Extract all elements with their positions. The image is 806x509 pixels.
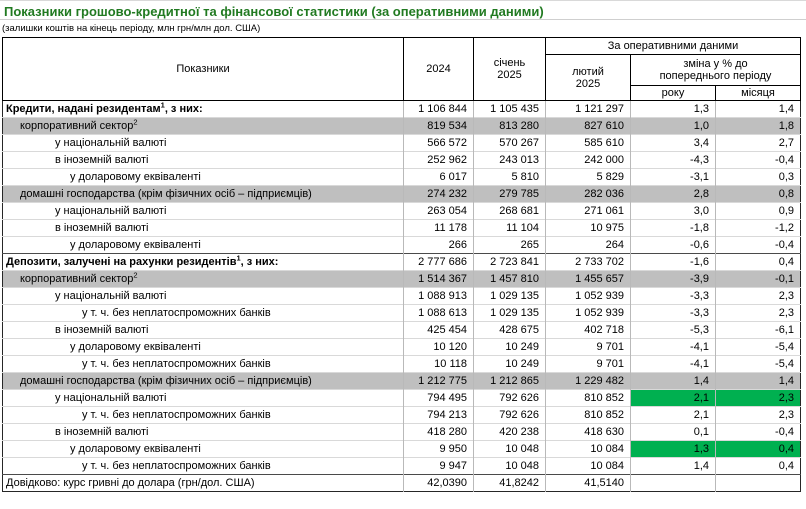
- table-row: [3, 458, 801, 475]
- value-cell: 1 088 613: [404, 305, 474, 322]
- value-cell: 268 681: [474, 203, 546, 220]
- value-cell: 252 962: [404, 152, 474, 169]
- value-cell: 1 088 913: [404, 288, 474, 305]
- value-cell: 418 630: [546, 424, 631, 441]
- value-cell: -0,6: [631, 237, 716, 254]
- value-cell: 41,8242: [474, 475, 546, 492]
- value-cell: 0,8: [716, 186, 801, 203]
- col-header-year: року: [631, 86, 716, 101]
- value-cell: 1,0: [631, 118, 716, 135]
- value-cell: -5,4: [716, 339, 801, 356]
- col-header-indicators: Показники: [3, 38, 404, 101]
- row-label: в іноземній валюті: [3, 322, 404, 339]
- table-row: [3, 305, 801, 322]
- value-cell: 810 852: [546, 390, 631, 407]
- value-cell: 2,7: [716, 135, 801, 152]
- page-subtitle: (залишки коштів на кінець періоду, млн грн/млн дол. США): [2, 23, 261, 34]
- value-cell: 585 610: [546, 135, 631, 152]
- value-cell: 2,3: [716, 305, 801, 322]
- value-cell: 10 118: [404, 356, 474, 373]
- table-row: [3, 101, 801, 118]
- value-cell: -4,3: [631, 152, 716, 169]
- value-cell: 1,4: [716, 373, 801, 390]
- value-cell: 6 017: [404, 169, 474, 186]
- value-cell: -1,8: [631, 220, 716, 237]
- value-cell: 2 723 841: [474, 254, 546, 271]
- col-group-change-percent: зміна у % до попереднього періоду: [631, 55, 801, 86]
- row-label: корпоративний сектор$^2$: [3, 271, 404, 288]
- row-label: у т. ч. без неплатоспроможних банків: [3, 407, 404, 424]
- value-cell: 2,3: [716, 390, 801, 407]
- table-row: [3, 356, 801, 373]
- value-cell: 10 048: [474, 458, 546, 475]
- value-cell: 0,4: [716, 441, 801, 458]
- table-row: [3, 475, 801, 492]
- value-cell: 425 454: [404, 322, 474, 339]
- row-label: Кредити, надані резидентам$^1$, з них:: [3, 101, 404, 118]
- row-label: в іноземній валюті: [3, 424, 404, 441]
- value-cell: 2,8: [631, 186, 716, 203]
- value-cell: 9 701: [546, 356, 631, 373]
- value-cell: 420 238: [474, 424, 546, 441]
- row-label: у національній валюті: [3, 135, 404, 152]
- value-cell: -4,1: [631, 339, 716, 356]
- value-cell: 2 777 686: [404, 254, 474, 271]
- value-cell: 265: [474, 237, 546, 254]
- value-cell: 9 950: [404, 441, 474, 458]
- value-cell: -5,4: [716, 356, 801, 373]
- value-cell: [716, 475, 801, 492]
- value-cell: 264: [546, 237, 631, 254]
- value-cell: -3,3: [631, 305, 716, 322]
- table-row: [3, 152, 801, 169]
- row-label: у національній валюті: [3, 390, 404, 407]
- value-cell: 1 121 297: [546, 101, 631, 118]
- value-cell: 1 514 367: [404, 271, 474, 288]
- table-row: [3, 407, 801, 424]
- value-cell: 274 232: [404, 186, 474, 203]
- value-cell: 10 120: [404, 339, 474, 356]
- value-cell: 810 852: [546, 407, 631, 424]
- value-cell: 1 105 435: [474, 101, 546, 118]
- value-cell: [631, 475, 716, 492]
- table-row: [3, 220, 801, 237]
- value-cell: 792 626: [474, 390, 546, 407]
- value-cell: 1,4: [716, 101, 801, 118]
- col-header-month: місяця: [716, 86, 801, 101]
- row-label: Депозити, залучені на рахунки резидентів$^1$, з них:: [3, 254, 404, 271]
- row-label: Довідково: курс гривні до долара (грн/дол. США): [3, 475, 404, 492]
- table-row: [3, 424, 801, 441]
- value-cell: 0,9: [716, 203, 801, 220]
- table-row: [3, 373, 801, 390]
- value-cell: -6,1: [716, 322, 801, 339]
- value-cell: -0,1: [716, 271, 801, 288]
- value-cell: 2,3: [716, 407, 801, 424]
- value-cell: 10 048: [474, 441, 546, 458]
- value-cell: 42,0390: [404, 475, 474, 492]
- value-cell: 570 267: [474, 135, 546, 152]
- value-cell: 1 052 939: [546, 305, 631, 322]
- row-label: у доларовому еквіваленті: [3, 339, 404, 356]
- row-label: у т. ч. без неплатоспроможних банків: [3, 458, 404, 475]
- value-cell: 282 036: [546, 186, 631, 203]
- value-cell: 2,3: [716, 288, 801, 305]
- value-cell: 1,4: [631, 458, 716, 475]
- value-cell: 827 610: [546, 118, 631, 135]
- value-cell: 2 733 702: [546, 254, 631, 271]
- col-header-jan-2025: січень 2025: [474, 38, 546, 101]
- value-cell: 402 718: [546, 322, 631, 339]
- value-cell: 1,4: [631, 373, 716, 390]
- table-row: [3, 339, 801, 356]
- value-cell: 792 626: [474, 407, 546, 424]
- table-row: [3, 322, 801, 339]
- table-row: [3, 169, 801, 186]
- row-label: у національній валюті: [3, 203, 404, 220]
- row-label: у доларовому еквіваленті: [3, 169, 404, 186]
- value-cell: 10 975: [546, 220, 631, 237]
- value-cell: 819 534: [404, 118, 474, 135]
- value-cell: 1,3: [631, 441, 716, 458]
- value-cell: 0,1: [631, 424, 716, 441]
- value-cell: 794 213: [404, 407, 474, 424]
- value-cell: 1 029 135: [474, 305, 546, 322]
- value-cell: 3,4: [631, 135, 716, 152]
- value-cell: -1,6: [631, 254, 716, 271]
- value-cell: 10 084: [546, 458, 631, 475]
- value-cell: 10 249: [474, 356, 546, 373]
- value-cell: -5,3: [631, 322, 716, 339]
- value-cell: 2,1: [631, 390, 716, 407]
- row-label: в іноземній валюті: [3, 220, 404, 237]
- value-cell: -3,9: [631, 271, 716, 288]
- value-cell: 9 947: [404, 458, 474, 475]
- value-cell: 813 280: [474, 118, 546, 135]
- value-cell: -0,4: [716, 237, 801, 254]
- table-body: [3, 101, 801, 492]
- value-cell: 10 084: [546, 441, 631, 458]
- value-cell: 1 212 865: [474, 373, 546, 390]
- row-label: у доларовому еквіваленті: [3, 441, 404, 458]
- table-row: [3, 288, 801, 305]
- row-label: у т. ч. без неплатоспроможних банків: [3, 305, 404, 322]
- value-cell: 1 457 810: [474, 271, 546, 288]
- table-row: [3, 237, 801, 254]
- value-cell: 41,5140: [546, 475, 631, 492]
- value-cell: 0,3: [716, 169, 801, 186]
- value-cell: 1,3: [631, 101, 716, 118]
- table-row: [3, 441, 801, 458]
- value-cell: 1 106 844: [404, 101, 474, 118]
- value-cell: 794 495: [404, 390, 474, 407]
- table-row: [3, 186, 801, 203]
- row-label: в іноземній валюті: [3, 152, 404, 169]
- value-cell: 3,0: [631, 203, 716, 220]
- row-label: у т. ч. без неплатоспроможних банків: [3, 356, 404, 373]
- col-header-feb-2025: лютий 2025: [546, 55, 631, 101]
- value-cell: -4,1: [631, 356, 716, 373]
- value-cell: 9 701: [546, 339, 631, 356]
- table-row: [3, 390, 801, 407]
- value-cell: 263 054: [404, 203, 474, 220]
- value-cell: 428 675: [474, 322, 546, 339]
- row-label: домашні господарства (крім фізичних осіб – підприємців): [3, 186, 404, 203]
- value-cell: 11 178: [404, 220, 474, 237]
- value-cell: 1 455 657: [546, 271, 631, 288]
- value-cell: 10 249: [474, 339, 546, 356]
- row-label: у доларовому еквіваленті: [3, 237, 404, 254]
- row-label: у національній валюті: [3, 288, 404, 305]
- table-row: [3, 271, 801, 288]
- value-cell: 0,4: [716, 458, 801, 475]
- value-cell: 1 029 135: [474, 288, 546, 305]
- value-cell: -0,4: [716, 424, 801, 441]
- value-cell: 0,4: [716, 254, 801, 271]
- value-cell: 279 785: [474, 186, 546, 203]
- statistics-table: [2, 37, 801, 492]
- col-group-operational-data: За оперативними даними: [546, 38, 801, 55]
- value-cell: 1 212 775: [404, 373, 474, 390]
- table-row: [3, 135, 801, 152]
- value-cell: 1 052 939: [546, 288, 631, 305]
- value-cell: 566 572: [404, 135, 474, 152]
- value-cell: 2,1: [631, 407, 716, 424]
- value-cell: -3,3: [631, 288, 716, 305]
- table-row: [3, 118, 801, 135]
- value-cell: 271 061: [546, 203, 631, 220]
- value-cell: 243 013: [474, 152, 546, 169]
- table-row: [3, 254, 801, 271]
- value-cell: 11 104: [474, 220, 546, 237]
- value-cell: -3,1: [631, 169, 716, 186]
- value-cell: 266: [404, 237, 474, 254]
- table-row: [3, 203, 801, 220]
- value-cell: 5 810: [474, 169, 546, 186]
- value-cell: 1 229 482: [546, 373, 631, 390]
- value-cell: 1,8: [716, 118, 801, 135]
- row-label: корпоративний сектор$^2$: [3, 118, 404, 135]
- value-cell: 5 829: [546, 169, 631, 186]
- col-header-2024: 2024: [404, 38, 474, 101]
- row-label: домашні господарства (крім фізичних осіб – підприємців): [3, 373, 404, 390]
- value-cell: 418 280: [404, 424, 474, 441]
- value-cell: -0,4: [716, 152, 801, 169]
- page-title: Показники грошово-кредитної та фінансової статистики (за оперативними даними): [0, 0, 806, 20]
- value-cell: -1,2: [716, 220, 801, 237]
- table-header: [3, 38, 801, 101]
- value-cell: 242 000: [546, 152, 631, 169]
